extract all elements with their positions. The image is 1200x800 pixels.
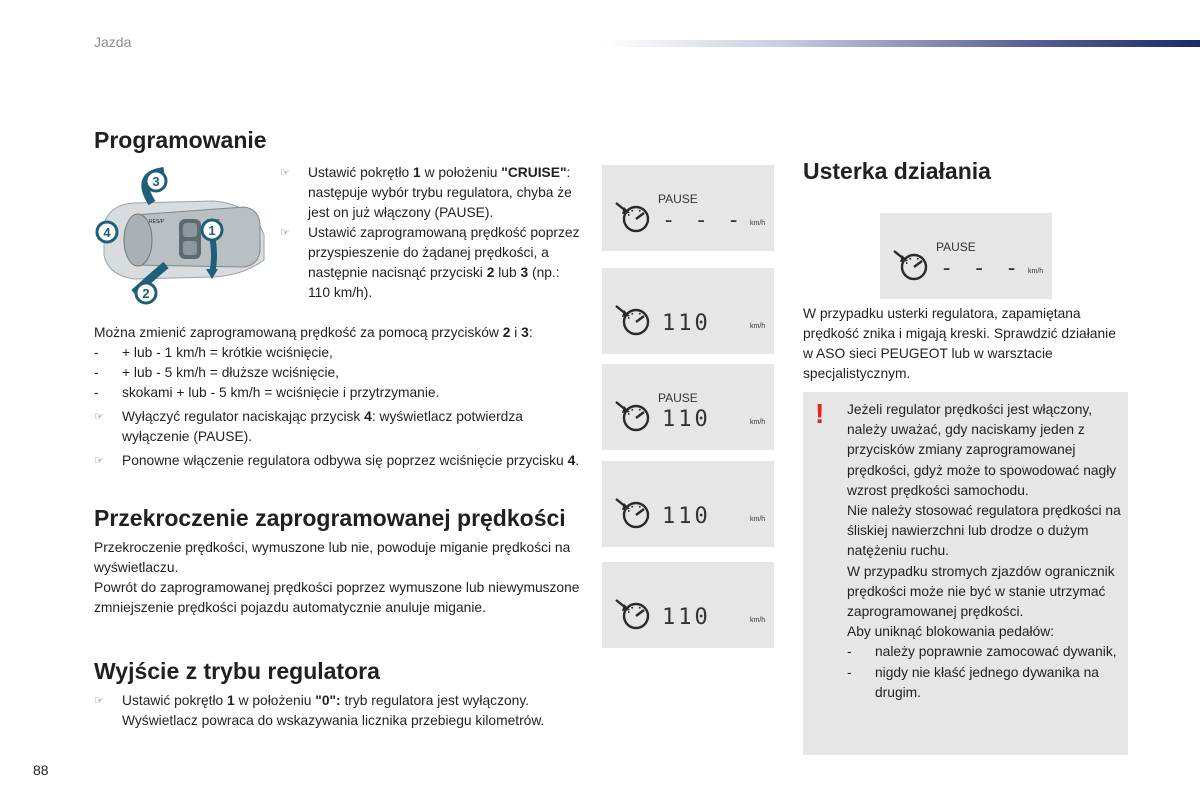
pause-label: PAUSE bbox=[658, 192, 698, 206]
callout-3 bbox=[146, 171, 166, 191]
speedometer-icon bbox=[894, 251, 926, 279]
speedometer-icon bbox=[616, 306, 648, 334]
callout-4 bbox=[97, 222, 117, 242]
warning-item: - należy poprawnie zamocować dywanik, bbox=[847, 644, 1117, 660]
warning-paragraph-1: Jeżeli regulator prędkości jest włączony, należy uważać, gdy naciskamy jeden z przycisków zmiany zaprogramowanej prędkości, gdyż może to spowodować nagły wzrost prędkości samochodu. bbox=[847, 402, 1117, 498]
overspeed-text bbox=[94, 538, 584, 618]
warning-paragraph-4: Aby uniknąć blokowania pedałów: bbox=[847, 624, 1055, 640]
warning-body bbox=[847, 400, 1127, 703]
speed-unit: km/h bbox=[750, 617, 766, 624]
speed-value: - - - bbox=[940, 256, 1022, 281]
programming-steps-top bbox=[280, 163, 580, 303]
speed-display-panel bbox=[602, 165, 774, 251]
dash-item: - skokami + lub - 5 km/h = wciśnięcie i przytrzymanie. bbox=[94, 385, 440, 400]
dash-item: - + lub - 1 km/h = krótkie wciśnięcie, bbox=[94, 345, 333, 360]
overspeed-paragraph-1: Przekroczenie prędkości, wymuszone lub nie, powoduje miganie prędkości na wyświetlaczu. bbox=[94, 540, 571, 575]
overspeed-paragraph-2: Powrót do zaprogramowanej prędkości poprzez wymuszone lub niewymuszone zmniejszenie prędkości pojazdu automatycznie anuluje miganie. bbox=[94, 580, 580, 615]
step-4: ☞ Ponowne włączenie regulatora odbywa się poprzez wciśnięcie przycisku 4. bbox=[94, 451, 584, 471]
callout-1 bbox=[202, 220, 222, 240]
header-gradient-bar bbox=[603, 40, 1200, 47]
svg-text:1: 1 bbox=[208, 223, 216, 238]
speed-value: 110 bbox=[662, 504, 711, 529]
change-speed-text: Można zmienić zaprogramowaną prędkość za pomocą przycisków 2 i 3: bbox=[94, 325, 533, 340]
pointing-hand-icon: ☞ bbox=[280, 167, 290, 179]
cruise-control-stalk-illustration bbox=[94, 165, 274, 310]
pointing-hand-icon: ☞ bbox=[94, 455, 104, 467]
fault-text: W przypadku usterki regulatora, zapamiętana prędkość znika i migają kreski. Sprawdzić działanie w ASO sieci PEUGEOT lub w warsztacie specjalistycznym. bbox=[803, 306, 1116, 381]
speedometer-icon bbox=[616, 499, 648, 527]
speed-unit: km/h bbox=[750, 220, 766, 227]
step-2: ☞ Ustawić zaprogramowaną prędkość poprzez przyspieszenie do żądanej prędkości, a następnie nacisnąć przyciski 2 lub 3 (np.: 110 km/h). bbox=[280, 225, 580, 300]
speed-unit: km/h bbox=[1028, 268, 1044, 275]
speed-display-panel bbox=[602, 268, 774, 354]
callout-2 bbox=[136, 283, 156, 303]
exit-step: ☞ Ustawić pokrętło 1 w położeniu "0": tryb regulatora jest wyłączony. Wyświetlacz powraca do wskazywania licznika przebiegu kilometrów. bbox=[94, 693, 545, 728]
pause-label: PAUSE bbox=[658, 391, 698, 405]
svg-text:2: 2 bbox=[142, 286, 150, 301]
speed-display-panel bbox=[602, 461, 774, 547]
overspeed-heading: Przekroczenie zaprogramowanej prędkości bbox=[94, 505, 566, 531]
svg-text:4: 4 bbox=[103, 225, 111, 240]
step-3: ☞ Wyłączyć regulator naciskając przycisk 4: wyświetlacz potwierdza wyłączenie (PAUSE). bbox=[94, 409, 523, 444]
pointing-hand-icon: ☞ bbox=[94, 695, 104, 707]
speedometer-icon bbox=[616, 203, 648, 231]
exit-text bbox=[94, 691, 584, 731]
pointing-hand-icon: ☞ bbox=[94, 411, 104, 423]
warning-paragraph-2: Nie należy stosować regulatora prędkości na śliskiej nawierzchni lub drodze o dużym natężeniu ruchu. bbox=[847, 503, 1121, 559]
pointing-hand-icon: ☞ bbox=[280, 227, 290, 239]
warning-paragraph-3: W przypadku stromych zjazdów ogranicznik prędkości może nie być w stanie utrzymać zaprogramowanej prędkości. bbox=[847, 563, 1115, 620]
speedometer-icon bbox=[616, 600, 648, 628]
warning-box bbox=[803, 392, 1128, 755]
stalk-label-res: RES/P bbox=[149, 219, 165, 225]
speed-display-panel bbox=[602, 562, 774, 648]
speed-unit: km/h bbox=[750, 323, 766, 330]
section-label: Jazda bbox=[94, 34, 132, 50]
speed-value: 110 bbox=[662, 407, 711, 432]
programming-heading: Programowanie bbox=[94, 127, 267, 153]
speed-unit: km/h bbox=[750, 516, 766, 523]
speed-unit: km/h bbox=[750, 419, 766, 426]
warning-icon: ! bbox=[815, 398, 825, 429]
speed-display-panel bbox=[602, 364, 774, 450]
speed-value: - - - bbox=[662, 208, 744, 233]
speed-value: 110 bbox=[662, 311, 711, 336]
fault-heading: Usterka działania bbox=[803, 158, 991, 184]
speed-display-panel bbox=[880, 213, 1052, 299]
warning-item: - nigdy nie kłaść jednego dywanika na drugim. bbox=[847, 664, 1099, 700]
programming-steps-bottom bbox=[94, 323, 584, 471]
dash-item: - + lub - 5 km/h = dłuższe wciśnięcie, bbox=[94, 365, 340, 380]
pause-label: PAUSE bbox=[936, 240, 976, 254]
page-number: 88 bbox=[33, 762, 49, 778]
exit-heading: Wyjście z trybu regulatora bbox=[94, 658, 380, 684]
speedometer-icon bbox=[616, 402, 648, 430]
step-1: ☞ Ustawić pokrętło 1 w położeniu "CRUISE": następuje wybór trybu regulatora, chyba że jest on już włączony (PAUSE). bbox=[280, 165, 572, 220]
speed-value: 110 bbox=[662, 605, 711, 630]
svg-text:3: 3 bbox=[152, 174, 160, 189]
